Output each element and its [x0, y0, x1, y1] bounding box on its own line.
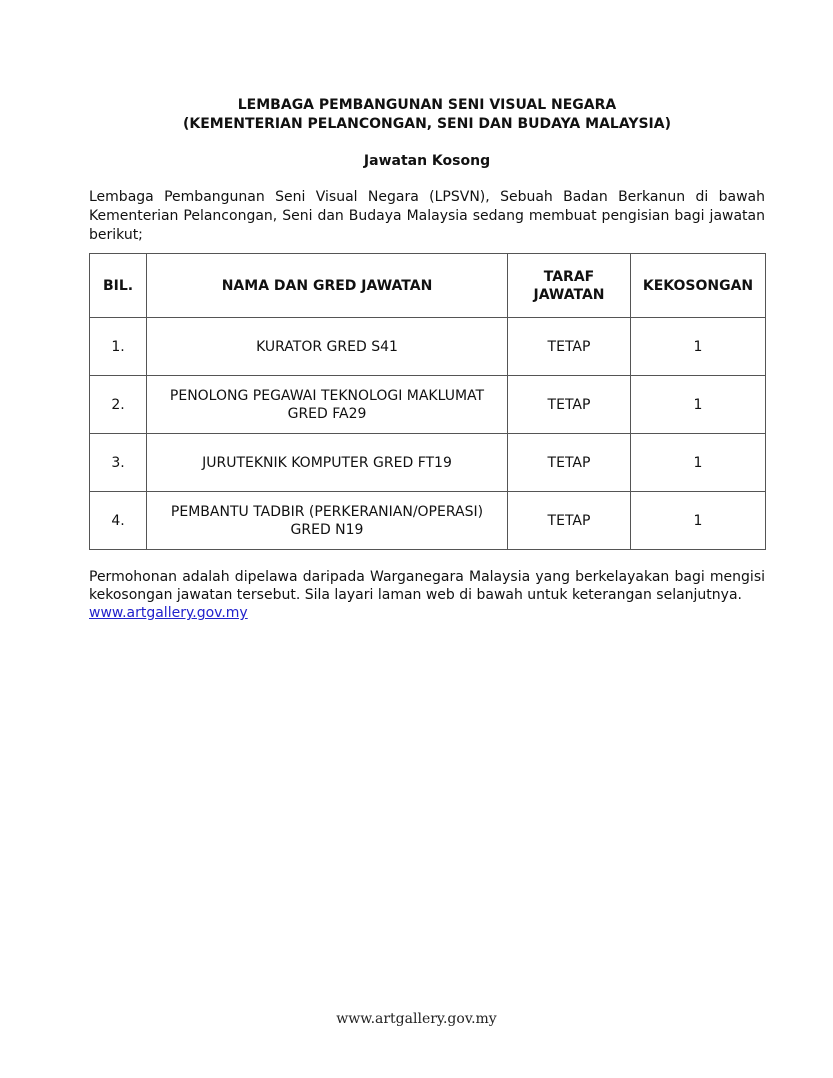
header-taraf-line-2: JAWATAN [533, 286, 605, 303]
table-header-row [90, 254, 766, 318]
table-row [90, 318, 766, 376]
cell-kekosongan: 1 [631, 318, 766, 376]
table-row [90, 434, 766, 492]
page-footer: www.artgallery.gov.my [336, 1011, 497, 1027]
document-page [89, 96, 765, 622]
cell-bil: 3. [90, 434, 147, 492]
cell-bil: 2. [90, 376, 147, 434]
cell-taraf: TETAP [508, 492, 631, 550]
outro-text: Permohonan adalah dipelawa daripada Warganegara Malaysia yang berkelayakan bagi mengisi kekosongan jawatan tersebut. Sila layari laman web di bawah untuk keterangan selanjutnya. [89, 569, 765, 603]
vacancies-table [89, 253, 766, 550]
cell-nama [147, 434, 508, 492]
document-title [89, 96, 765, 134]
cell-kekosongan: 1 [631, 376, 766, 434]
cell-taraf: TETAP [508, 376, 631, 434]
cell-nama-line-2: GRED FA29 [287, 405, 367, 422]
cell-bil: 4. [90, 492, 147, 550]
cell-kekosongan: 1 [631, 434, 766, 492]
intro-paragraph: Lembaga Pembangunan Seni Visual Negara (LPSVN), Sebuah Badan Berkanun di bawah Kementerian Pelancongan, Seni dan Budaya Malaysia sedang membuat pengisian bagi jawatan berikut; [89, 189, 765, 243]
cell-nama [147, 376, 508, 434]
cell-nama-line-2: GRED N19 [290, 521, 364, 538]
document-subtitle: Jawatan Kosong [363, 153, 491, 169]
header-taraf [508, 254, 631, 318]
cell-nama [147, 318, 508, 376]
outro-paragraph [89, 568, 765, 622]
title-line-1: LEMBAGA PEMBANGUNAN SENI VISUAL NEGARA [237, 97, 617, 113]
cell-taraf: TETAP [508, 318, 631, 376]
header-taraf-line-1: TARAF [543, 268, 595, 285]
cell-nama-line-1: KURATOR GRED S41 [256, 338, 398, 355]
cell-nama-line-1: PENOLONG PEGAWAI TEKNOLOGI MAKLUMAT [169, 387, 485, 404]
header-nama: NAMA DAN GRED JAWATAN [147, 254, 508, 318]
cell-taraf: TETAP [508, 434, 631, 492]
cell-nama-line-1: JURUTEKNIK KOMPUTER GRED FT19 [202, 454, 452, 471]
cell-kekosongan: 1 [631, 492, 766, 550]
header-kekosongan: KEKOSONGAN [631, 254, 766, 318]
table-row [90, 492, 766, 550]
cell-nama-line-1: PEMBANTU TADBIR (PERKERANIAN/OPERASI) [170, 503, 484, 520]
title-line-2: (KEMENTERIAN PELANCONGAN, SENI DAN BUDAYA MALAYSIA) [183, 116, 671, 132]
website-link[interactable]: www.artgallery.gov.my [89, 605, 248, 621]
header-bil: BIL. [90, 254, 147, 318]
cell-nama [147, 492, 508, 550]
table-row [90, 376, 766, 434]
cell-bil: 1. [90, 318, 147, 376]
